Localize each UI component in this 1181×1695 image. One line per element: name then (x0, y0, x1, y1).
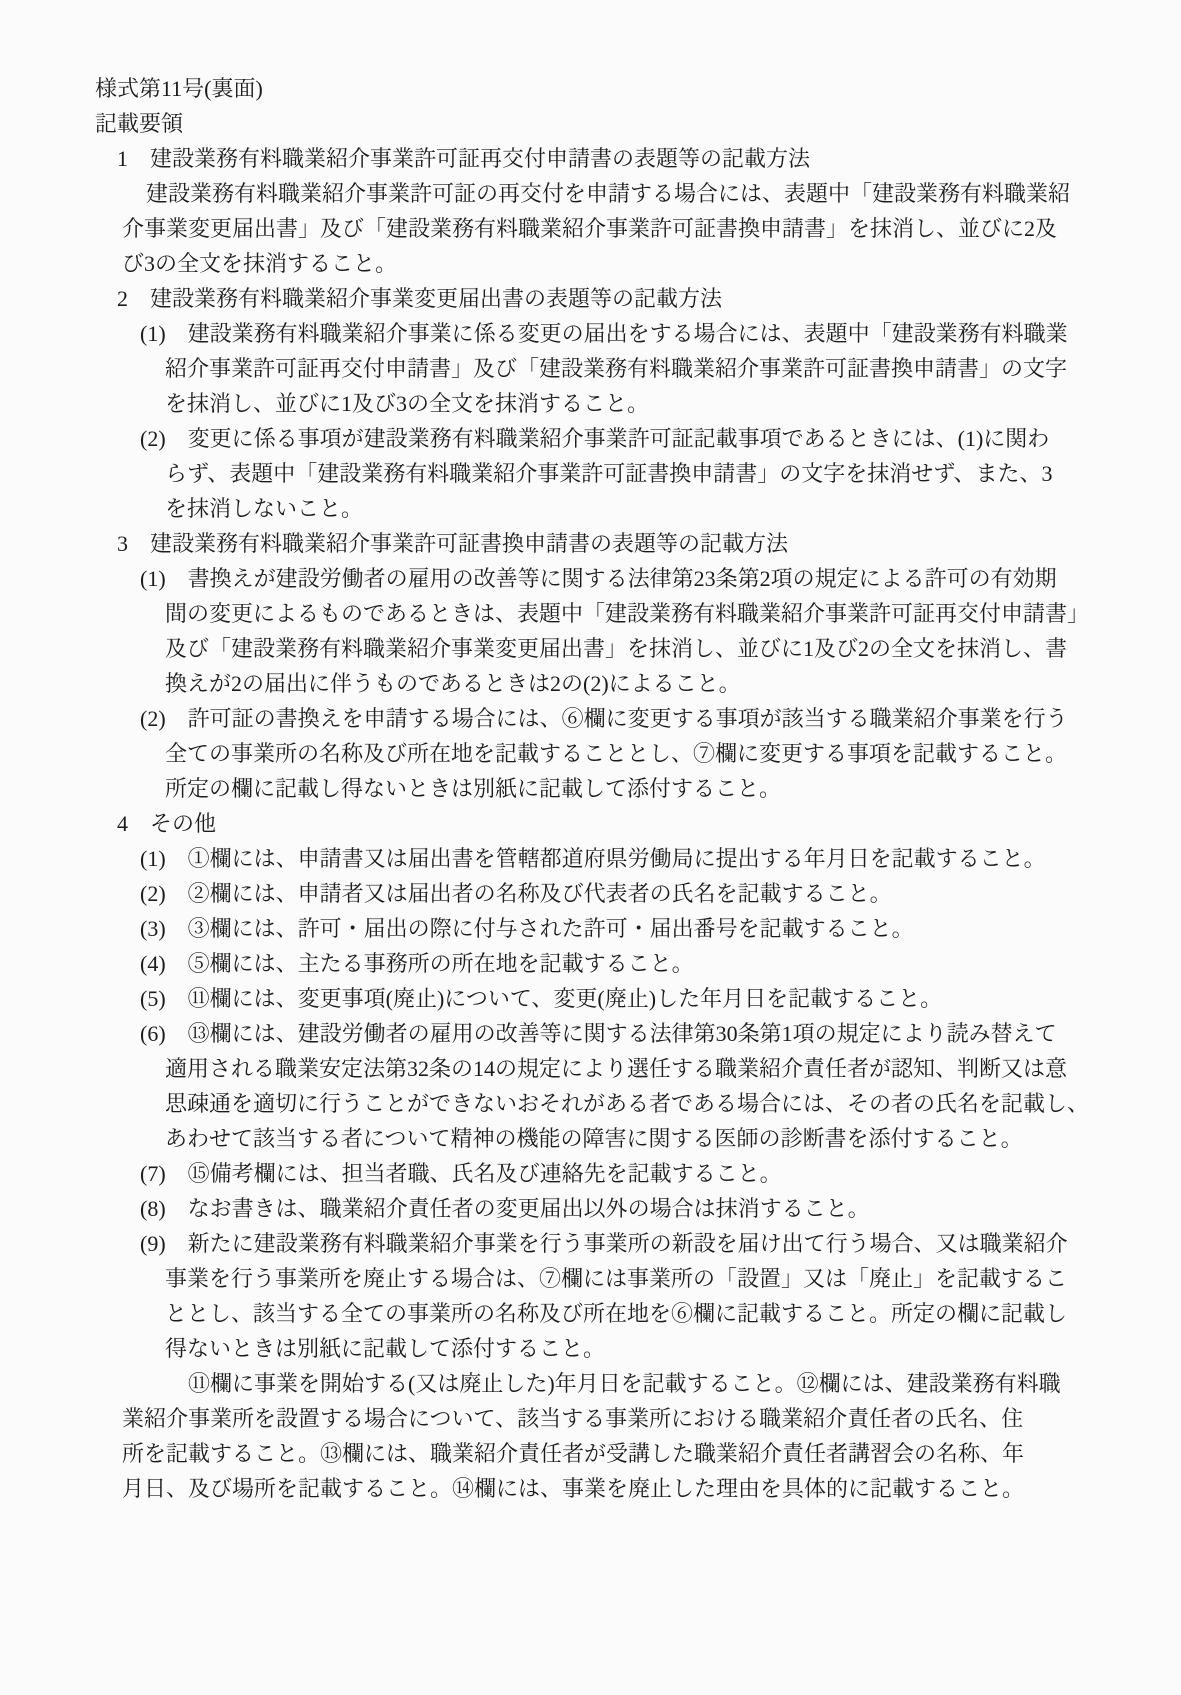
section-4-item-4: (4) ⑤欄には、主たる事務所の所在地を記載すること。 (140, 951, 694, 976)
section-4-heading: 4 その他 (117, 811, 217, 836)
section-3-item-1-line-1: (1) 書換えが建設労働者の雇用の改善等に関する法律第23条第2項の規定による許可の有効期 (140, 566, 1057, 591)
section-3-item-1-line-3: 及び「建設業務有料職業紹介事業変更届出書」を抹消し、並びに1及び2の全文を抹消し、書 (165, 636, 1068, 661)
section-2-item-2-line-2: らず、表題中「建設業務有料職業紹介事業許可証書換申請書」の文字を抹消せず、また、3 (165, 461, 1053, 486)
section-3-heading: 3 建設業務有料職業紹介事業許可証書換申請書の表題等の記載方法 (117, 531, 789, 556)
section-1-body-line-1: 建設業務有料職業紹介事業許可証の再交付を申請する場合には、表題中「建設業務有料職業紹 (146, 181, 1071, 206)
section-4-item-2: (2) ②欄には、申請者又は届出者の名称及び代表者の氏名を記載すること。 (140, 881, 892, 906)
document-title: 記載要領 (95, 111, 184, 136)
section-2-item-2-line-1: (2) 変更に係る事項が建設業務有料職業紹介事業許可証記載事項であるときには、(1)に関わ (140, 426, 1050, 451)
section-4-item-1: (1) ①欄には、申請書又は届出書を管轄都道府県労働局に提出する年月日を記載すること。 (140, 846, 1046, 871)
section-2-item-1-line-2: 紹介事業許可証再交付申請書」及び「建設業務有料職業紹介事業許可証書換申請書」の文字 (165, 356, 1068, 381)
section-2-item-1-line-1: (1) 建設業務有料職業紹介事業に係る変更の届出をする場合には、表題中「建設業務有料職業 (140, 321, 1068, 346)
section-4-item-9-para2-line-4: 月日、及び場所を記載すること。⑭欄には、事業を廃止した理由を具体的に記載すること。 (122, 1476, 1025, 1501)
form-number-label: 様式第11号(裏面) (95, 76, 263, 101)
section-4-item-9-line-3: ととし、該当する全ての事業所の名称及び所在地を⑥欄に記載すること。所定の欄に記載し (165, 1301, 1068, 1326)
section-1-heading: 1 建設業務有料職業紹介事業許可証再交付申請書の表題等の記載方法 (117, 146, 811, 171)
section-4-item-8: (8) なお書きは、職業紹介責任者の変更届出以外の場合は抹消すること。 (140, 1196, 870, 1221)
section-4-item-7: (7) ⑮備考欄には、担当者職、氏名及び連絡先を記載すること。 (140, 1161, 782, 1186)
section-3-item-1-line-2: 間の変更によるものであるときは、表題中「建設業務有料職業紹介事業許可証再交付申請書」 (165, 601, 1090, 626)
section-3-item-2-line-2: 全ての事業所の名称及び所在地を記載することとし、⑦欄に変更する事項を記載すること。 (165, 741, 1068, 766)
section-4-item-9-line-2: 事業を行う事業所を廃止する場合は、⑦欄には事業所の「設置」又は「廃止」を記載するこ (165, 1266, 1068, 1291)
section-2-item-1-line-3: を抹消し、並びに1及び3の全文を抹消すること。 (165, 391, 650, 416)
section-2-heading: 2 建設業務有料職業紹介事業変更届出書の表題等の記載方法 (117, 286, 723, 311)
section-4-item-6-line-3: 思疎通を適切に行うことができないおそれがある者である場合には、その者の氏名を記載し、 (165, 1091, 1090, 1116)
section-4-item-9-para2-line-3: 所を記載すること。⑬欄には、職業紹介責任者が受講した職業紹介責任者講習会の名称、年 (122, 1441, 1025, 1466)
section-4-item-6-line-4: あわせて該当する者について精神の機能の障害に関する医師の診断書を添付すること。 (165, 1126, 1023, 1151)
section-4-item-9-line-4: 得ないときは別紙に記載して添付すること。 (165, 1336, 606, 1361)
section-4-item-9-line-1: (9) 新たに建設業務有料職業紹介事業を行う事業所の新設を届け出て行う場合、又は職業紹介 (140, 1231, 1068, 1256)
section-4-item-3: (3) ③欄には、許可・届出の際に付与された許可・届出番号を記載すること。 (140, 916, 914, 941)
section-4-item-6-line-2: 適用される職業安定法第32条の14の規定により選任する職業紹介責任者が認知、判断又は意 (165, 1056, 1068, 1081)
section-4-item-9-para2-line-1: ⑪欄に事業を開始する(又は廃止した)年月日を記載すること。⑫欄には、建設業務有料職 (188, 1371, 1061, 1396)
section-3-item-1-line-4: 換えが2の届出に伴うものであるときは2の(2)によること。 (165, 671, 741, 696)
section-2-item-2-line-3: を抹消しないこと。 (165, 496, 364, 521)
section-1-body-line-3: び3の全文を抹消すること。 (122, 251, 398, 276)
section-4-item-6-line-1: (6) ⑬欄には、建設労働者の雇用の改善等に関する法律第30条第1項の規定により読み替えて (140, 1021, 1057, 1046)
section-1-body-line-2: 介事業変更届出書」及び「建設業務有料職業紹介事業許可証書換申請書」を抹消し、並びに2及 (122, 216, 1058, 241)
section-3-item-2-line-3: 所定の欄に記載し得ないときは別紙に記載して添付すること。 (165, 776, 782, 801)
section-3-item-2-line-1: (2) 許可証の書換えを申請する場合には、⑥欄に変更する事項が該当する職業紹介事業を行う (140, 706, 1068, 731)
section-4-item-5: (5) ⑪欄には、変更事項(廃止)について、変更(廃止)した年月日を記載すること。 (140, 986, 943, 1011)
section-4-item-9-para2-line-2: 業紹介事業所を設置する場合について、該当する事業所における職業紹介責任者の氏名、住 (122, 1406, 1024, 1431)
